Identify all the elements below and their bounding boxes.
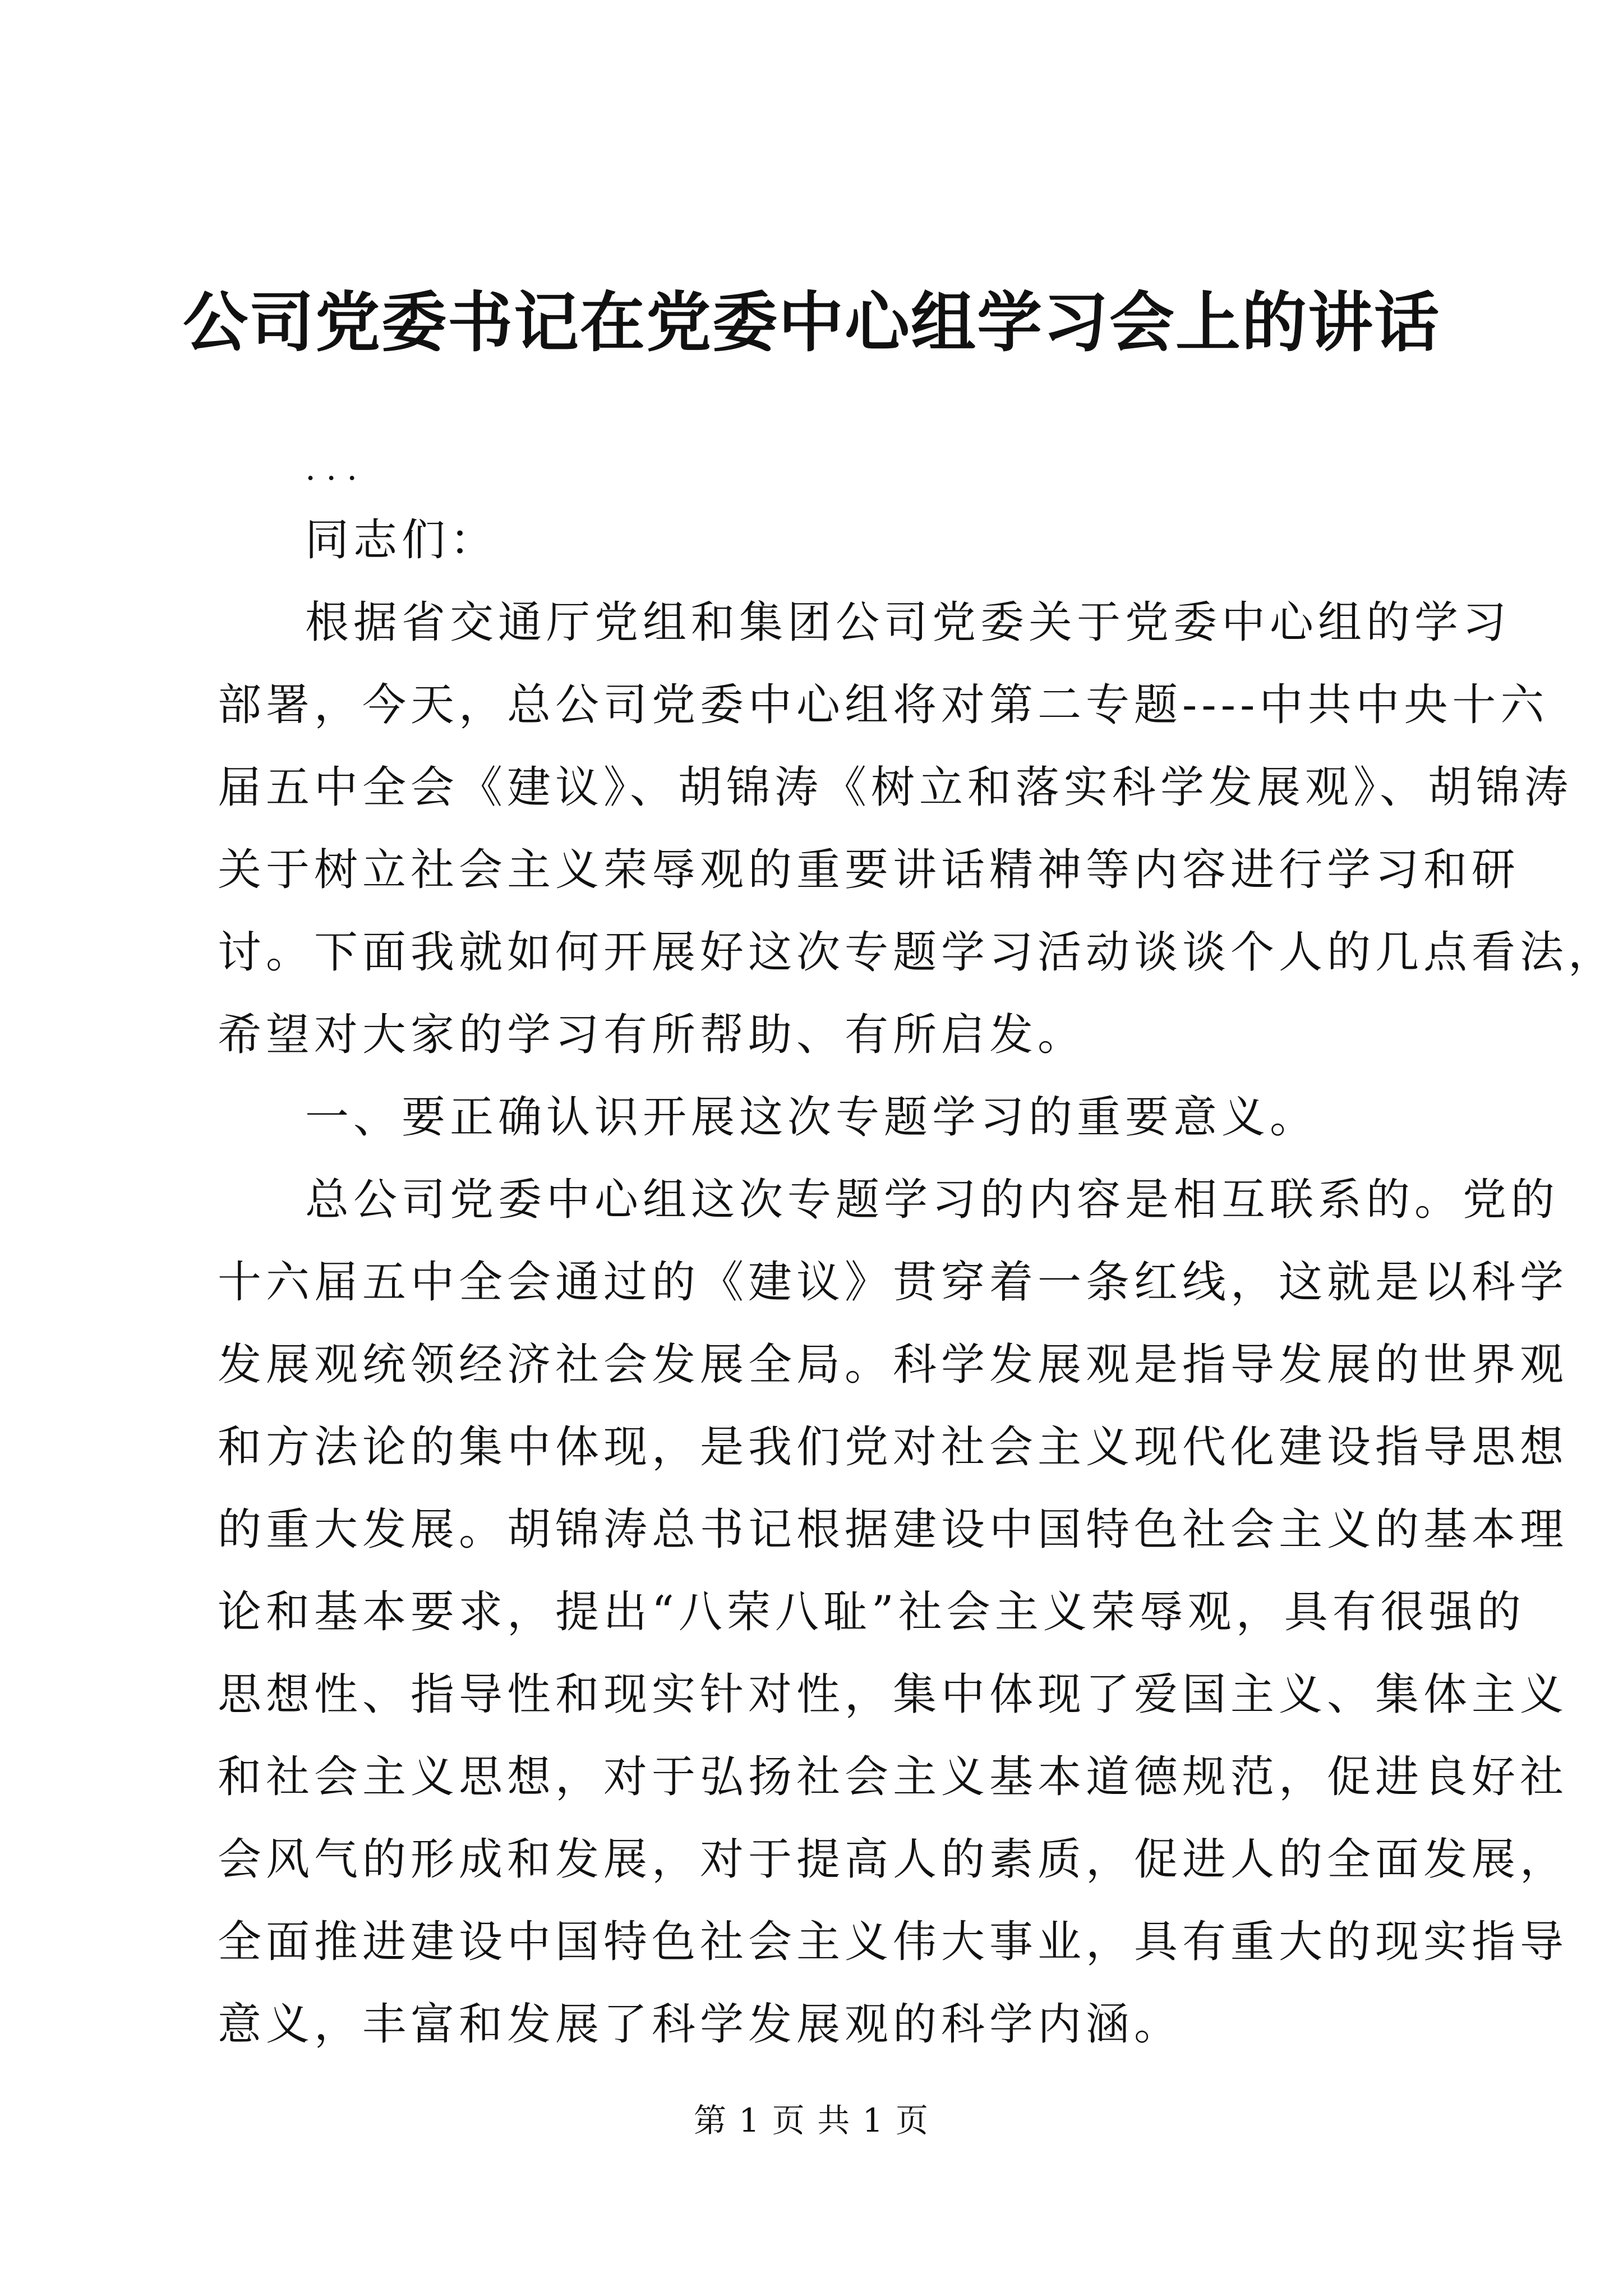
page-footer: 第 1 页 共 1 页 — [694, 2101, 929, 2139]
page-title: 公司党委书记在党委中心组学习会上的讲话 — [183, 284, 1440, 361]
text-line: 的重大发展。胡锦涛总书记根据建设中国特色社会主义的基本理 — [218, 1504, 1569, 1555]
text-line: 和方法论的集中体现，是我们党对社会主义现代化建设指导思想 — [218, 1422, 1569, 1473]
text-line: 论和基本要求，提出“八荣八耻”社会主义荣辱观，具有很强的 — [218, 1587, 1525, 1637]
text-line: 讨。下面我就如何开展好这次专题学习活动谈谈个人的几点看法， — [218, 927, 1617, 978]
text-line: 全面推进建设中国特色社会主义伟大事业，具有重大的现实指导 — [218, 1917, 1569, 1967]
text-line: 根据省交通厅党组和集团公司党委关于党委中心组的学习 — [305, 597, 1511, 648]
text-line: 一、要正确认识开展这次专题学习的重要意义。 — [305, 1092, 1318, 1143]
paragraph-lines — [218, 499, 1617, 2066]
text-line: 关于树立社会主义荣辱观的重要讲话精神等内容进行学习和研 — [218, 845, 1520, 895]
text-line: 意义，丰富和发展了科学发展观的科学内涵。 — [218, 1999, 1183, 2050]
text-line: 总公司党委中心组这次专题学习的内容是相互联系的。党的 — [305, 1175, 1560, 1225]
document-body — [218, 438, 1617, 2066]
text-line: 同志们： — [305, 515, 499, 565]
text-line: 和社会主义思想，对于弘扬社会主义基本道德规范，促进良好社 — [218, 1752, 1569, 1802]
text-line: 思想性、指导性和现实针对性，集中体现了爱国主义、集体主义 — [218, 1669, 1569, 1720]
text-line: 届五中全会《建议》、胡锦涛《树立和落实科学发展观》、胡锦涛 — [218, 762, 1573, 813]
text-line: 会风气的形成和发展，对于提高人的素质，促进人的全面发展， — [218, 1834, 1569, 1885]
text-line: 十六届五中全会通过的《建议》贯穿着一条红线，这就是以科学 — [218, 1257, 1569, 1308]
text-line: 部署，今天，总公司党委中心组将对第二专题----中共中央十六 — [218, 680, 1549, 730]
text-line: 希望对大家的学习有所帮助、有所启发。 — [218, 1010, 1086, 1060]
ellipsis-line: ... — [305, 449, 368, 488]
text-line: 发展观统领经济社会发展全局。科学发展观是指导发展的世界观 — [218, 1340, 1569, 1390]
